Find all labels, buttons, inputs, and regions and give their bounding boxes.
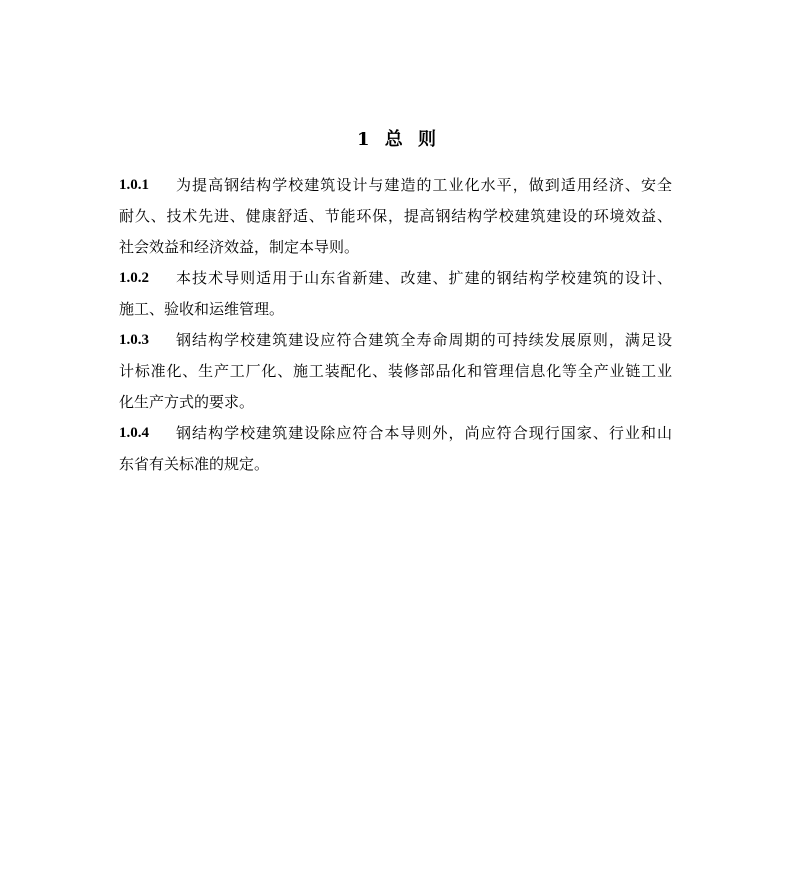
clause-line: 施工、验收和运维管理。 [119,300,285,318]
clause-text: 钢结构学校建筑建设除应符合本导则外，尚应符合现行国家、行业和山 [176,424,672,442]
clause-1-0-1 [119,170,672,263]
clause-line: 社会效益和经济效益，制定本导则。 [119,238,360,256]
clause-line [119,325,672,356]
clause-1-0-3 [119,325,672,418]
clause-1-0-4 [119,418,672,480]
clause-text: 本技术导则适用于山东省新建、改建、扩建的钢结构学校建筑的设计、 [176,269,672,287]
clause-line [119,263,672,294]
clause-line: 计标准化、生产工厂化、施工装配化、装修部品化和管理信息化等全产业链工业 [119,362,672,380]
clause-1-0-2 [119,263,672,325]
clause-number: 1.0.4 [119,425,149,441]
clause-line [119,418,672,449]
clause-number: 1.0.2 [119,270,149,286]
clause-line: 耐久、技术先进、健康舒适、节能环保，提高钢结构学校建筑建设的环境效益、 [119,207,672,225]
clause-line [119,170,672,201]
clause-text: 钢结构学校建筑建设应符合建筑全寿命周期的可持续发展原则，满足设 [176,331,672,349]
clause-number: 1.0.3 [119,332,149,348]
clause-line: 东省有关标准的规定。 [119,455,270,473]
clause-number: 1.0.1 [119,177,149,193]
clause-text: 为提高钢结构学校建筑设计与建造的工业化水平，做到适用经济、安全 [176,176,672,194]
document-body [119,170,672,480]
page-title: 1 总 则 [356,129,437,151]
clause-line: 化生产方式的要求。 [119,393,255,411]
